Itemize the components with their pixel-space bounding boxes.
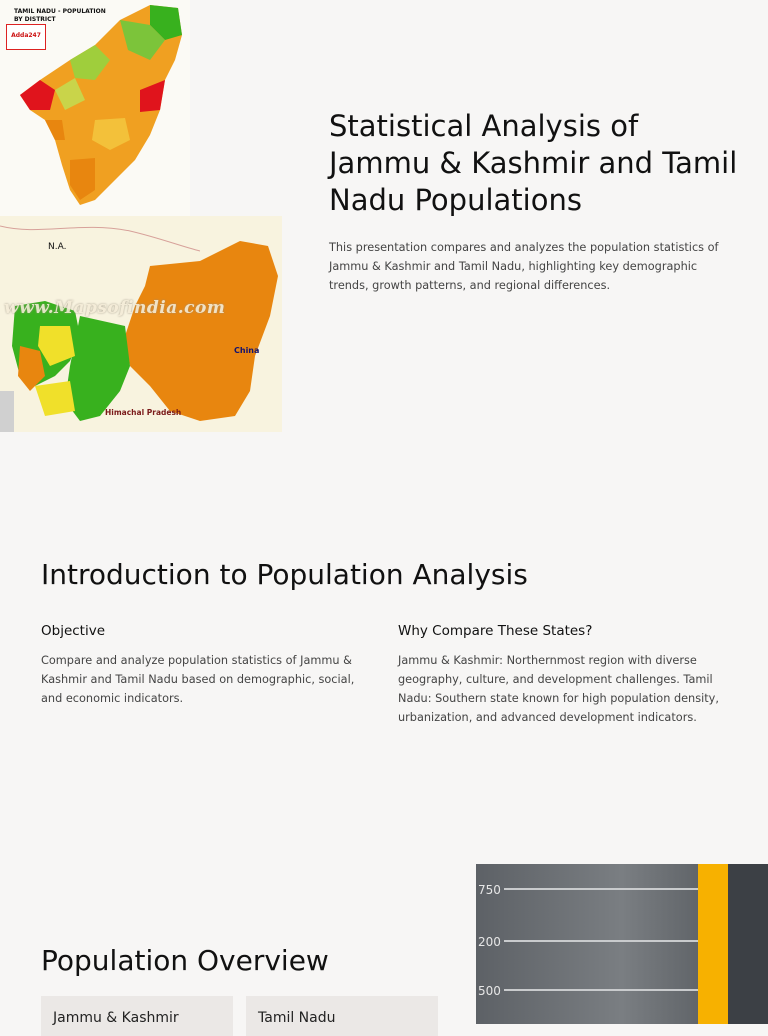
jammu-kashmir-map-graphic (0, 216, 282, 432)
intro-title: Introduction to Population Analysis (41, 558, 528, 591)
chart-tick-label: 200 (478, 935, 501, 949)
map-label-china: China (234, 346, 260, 355)
overview-title: Population Overview (41, 944, 329, 977)
map-label-himachal-pradesh: Himachal Pradesh (105, 408, 182, 417)
objective-column (41, 623, 371, 708)
overview-chart-graphic (476, 864, 768, 1024)
jammu-kashmir-map (0, 216, 282, 432)
overview-chart-image (476, 864, 768, 1024)
card-tamil-nadu (246, 996, 438, 1036)
hero-title: Statistical Analysis of Jammu & Kashmir and Tamil Nadu Populations (329, 109, 738, 217)
why-compare-heading: Why Compare These States? (398, 623, 593, 639)
objective-heading: Objective (41, 623, 106, 639)
why-compare-column (398, 623, 728, 727)
maps-watermark: www.Mapsofindia.com (4, 298, 226, 318)
objective-text: Compare and analyze population statistics of Jammu & Kashmir and Tamil Nadu based on demographic, social, and economic indicators. (41, 654, 355, 705)
why-compare-text: Jammu & Kashmir: Northernmost region with diverse geography, culture, and development challenges. Tamil Nadu: Southern state known for high population density, urbanization, and advanced development indicators. (398, 654, 719, 724)
map-label-na: N.A. (48, 242, 67, 252)
tamil-nadu-map-title: TAMIL NADU - POPULATION BY DISTRICT (14, 8, 106, 23)
tamil-nadu-map (0, 0, 190, 216)
hero-description: This presentation compares and analyzes the population statistics of Jammu & Kashmir and Tamil Nadu, highlighting key demographic trends, growth patterns, and regional differences. (329, 241, 719, 292)
card-jammu-kashmir-label: Jammu & Kashmir (53, 1010, 179, 1026)
card-tamil-nadu-label: Tamil Nadu (258, 1010, 336, 1026)
card-jammu-kashmir (41, 996, 233, 1036)
chart-tick-label: 750 (478, 883, 501, 897)
chart-tick-label: 500 (478, 984, 501, 998)
adda-logo: Adda247 (6, 24, 46, 50)
chart-bar (698, 864, 728, 1024)
